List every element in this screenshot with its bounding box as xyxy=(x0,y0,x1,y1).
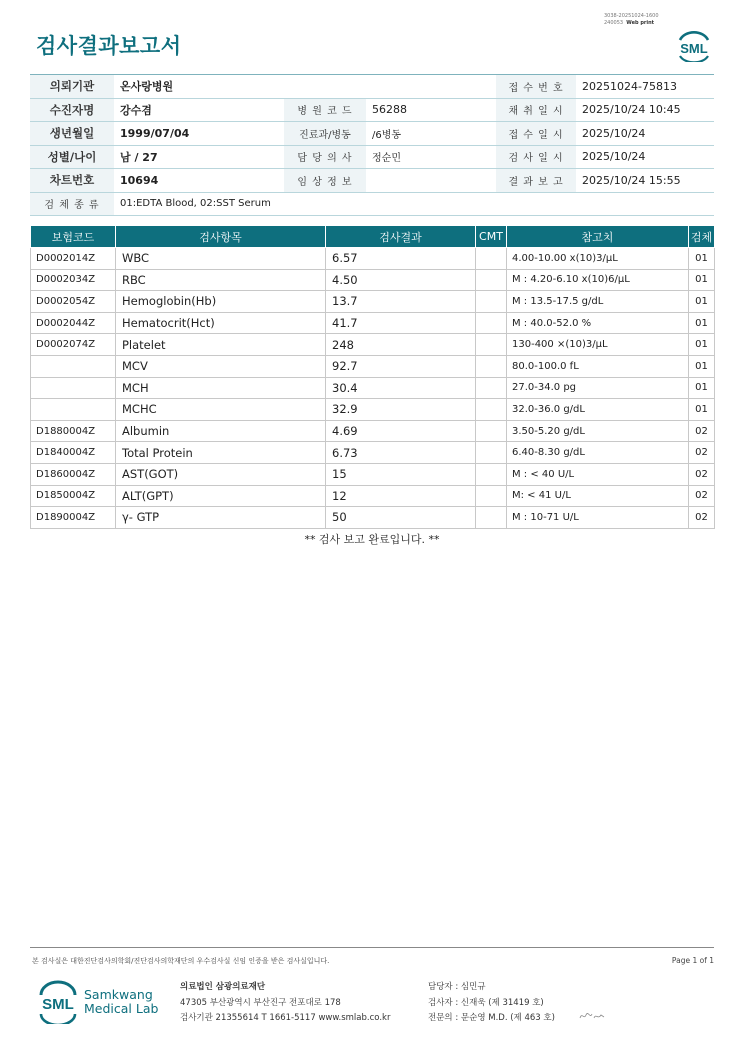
label-accession-no: 접 수 번 호 xyxy=(496,75,576,99)
test-result: 30.4 xyxy=(326,377,476,399)
results-header-row xyxy=(31,226,715,248)
test-item: Total Protein xyxy=(116,442,326,464)
test-item: MCHC xyxy=(116,399,326,421)
label-specimen-type: 검 체 종 류 xyxy=(30,192,114,216)
cmt-cell xyxy=(476,291,507,313)
table-row xyxy=(31,463,715,485)
reference-range: M : < 40 U/L xyxy=(507,463,689,485)
table-row xyxy=(31,355,715,377)
cmt-cell xyxy=(476,377,507,399)
insurance-code: D1850004Z xyxy=(31,485,116,507)
page-number: Page 1 of 1 xyxy=(671,956,714,965)
accession-no: 20251024-75813 xyxy=(576,75,714,99)
cmt-cell xyxy=(476,442,507,464)
reference-range: M : 40.0-52.0 % xyxy=(507,312,689,334)
accreditation-note: 본 검사실은 대한진단검사의학회/진단검사의학재단의 우수검사실 신임 인증을 받은 검사실입니다. xyxy=(32,957,330,965)
department-ward: /6병동 xyxy=(366,122,496,146)
test-item: MCH xyxy=(116,377,326,399)
web-print-label: Web print xyxy=(626,19,655,26)
label-requesting-org: 의뢰기관 xyxy=(30,75,114,99)
info-row xyxy=(30,122,714,146)
table-row xyxy=(31,507,715,529)
label-sex-age: 성별/나이 xyxy=(30,145,114,169)
cmt-cell xyxy=(476,334,507,356)
cmt-cell xyxy=(476,248,507,270)
label-collection-time: 채 취 일 시 xyxy=(496,98,576,122)
brand-name xyxy=(84,988,158,1016)
info-row xyxy=(30,169,714,193)
test-result: 4.69 xyxy=(326,420,476,442)
insurance-code: D1860004Z xyxy=(31,463,116,485)
staff-info xyxy=(428,980,555,1027)
cmt-cell xyxy=(476,399,507,421)
print-code-line1: 3038-20251024-1600 xyxy=(604,13,659,19)
reference-range: M : 10-71 U/L xyxy=(507,507,689,529)
specimen-code: 01 xyxy=(689,377,715,399)
specimen-code: 01 xyxy=(689,334,715,356)
header-reference: 참고치 xyxy=(507,226,689,248)
sml-logo-icon xyxy=(36,978,80,1024)
results-body xyxy=(31,248,715,529)
specimen-code: 02 xyxy=(689,463,715,485)
report-title: 검사결과보고서 xyxy=(36,34,182,58)
specimen-code: 02 xyxy=(689,507,715,529)
label-result-report: 결 과 보 고 xyxy=(496,169,576,193)
label-chart-no: 차트번호 xyxy=(30,169,114,193)
specimen-code: 01 xyxy=(689,269,715,291)
cmt-cell xyxy=(476,312,507,334)
test-result: 12 xyxy=(326,485,476,507)
label-test-date: 검 사 일 시 xyxy=(496,145,576,169)
reference-range: 4.00-10.00 x(10)3/μL xyxy=(507,248,689,270)
clinical-info xyxy=(366,169,496,193)
specimen-code: 01 xyxy=(689,355,715,377)
table-row xyxy=(31,420,715,442)
table-row xyxy=(31,269,715,291)
reference-range: 6.40-8.30 g/dL xyxy=(507,442,689,464)
specimen-code: 02 xyxy=(689,485,715,507)
reference-range: 27.0-34.0 pg xyxy=(507,377,689,399)
reference-range: M: < 41 U/L xyxy=(507,485,689,507)
specimen-code: 01 xyxy=(689,399,715,421)
results-table xyxy=(30,225,715,529)
sml-logo-icon xyxy=(674,26,714,62)
test-item: WBC xyxy=(116,248,326,270)
insurance-code: D0002044Z xyxy=(31,312,116,334)
test-item: Hemoglobin(Hb) xyxy=(116,291,326,313)
header-insurance-code: 보험코드 xyxy=(31,226,116,248)
test-date: 2025/10/24 xyxy=(576,145,714,169)
test-result: 6.57 xyxy=(326,248,476,270)
insurance-code xyxy=(31,355,116,377)
insurance-code: D0002054Z xyxy=(31,291,116,313)
reference-range: 80.0-100.0 fL xyxy=(507,355,689,377)
header-specimen: 검체 xyxy=(689,226,715,248)
insurance-code: D1890004Z xyxy=(31,507,116,529)
test-item: ALT(GPT) xyxy=(116,485,326,507)
test-result: 4.50 xyxy=(326,269,476,291)
cmt-cell xyxy=(476,485,507,507)
print-code xyxy=(604,13,659,26)
cmt-cell xyxy=(476,507,507,529)
test-result: 6.73 xyxy=(326,442,476,464)
hospital-code: 56288 xyxy=(366,98,496,122)
test-result: 92.7 xyxy=(326,355,476,377)
test-result: 13.7 xyxy=(326,291,476,313)
info-row xyxy=(30,192,714,216)
insurance-code xyxy=(31,399,116,421)
institution-contact: 검사기관 21355614 T 1661-5117 www.smlab.co.kr xyxy=(180,1013,391,1023)
label-department-ward: 진료과/병동 xyxy=(284,122,366,146)
header-cmt: CMT xyxy=(476,226,507,248)
info-row xyxy=(30,98,714,122)
specimen-type: 01:EDTA Blood, 02:SST Serum xyxy=(114,192,714,216)
test-item: Hematocrit(Hct) xyxy=(116,312,326,334)
staff-manager: 담당자 : 심민규 xyxy=(428,982,486,992)
print-code-line2: 240053 Web print xyxy=(604,19,655,26)
table-row xyxy=(31,248,715,270)
cmt-cell xyxy=(476,420,507,442)
sex-age: 남 / 27 xyxy=(114,145,284,169)
table-row xyxy=(31,485,715,507)
cmt-cell xyxy=(476,463,507,485)
insurance-code: D0002034Z xyxy=(31,269,116,291)
result-report-time: 2025/10/24 15:55 xyxy=(576,169,714,193)
info-row xyxy=(30,75,714,99)
table-row xyxy=(31,377,715,399)
label-attending-physician: 담 당 의 사 xyxy=(284,145,366,169)
footer-divider xyxy=(30,947,714,948)
test-result: 32.9 xyxy=(326,399,476,421)
insurance-code: D1880004Z xyxy=(31,420,116,442)
test-item: γ- GTP xyxy=(116,507,326,529)
insurance-code: D0002014Z xyxy=(31,248,116,270)
test-item: AST(GOT) xyxy=(116,463,326,485)
table-row xyxy=(31,291,715,313)
chart-no: 10694 xyxy=(114,169,284,193)
header-test-item: 검사항목 xyxy=(116,226,326,248)
label-patient-name: 수진자명 xyxy=(30,98,114,122)
test-item: RBC xyxy=(116,269,326,291)
reference-range: 130-400 ×(10)3/μL xyxy=(507,334,689,356)
label-receipt-date: 접 수 일 시 xyxy=(496,122,576,146)
patient-name: 강수겸 xyxy=(114,98,284,122)
collection-time: 2025/10/24 10:45 xyxy=(576,98,714,122)
label-clinical-info: 임 상 정 보 xyxy=(284,169,366,193)
insurance-code xyxy=(31,377,116,399)
brand-line1: Samkwang xyxy=(84,987,153,1002)
svg-text:SML: SML xyxy=(42,996,74,1013)
test-item: Albumin xyxy=(116,420,326,442)
staff-specialist: 전문의 : 문순영 M.D. (제 463 호) xyxy=(428,1013,555,1023)
table-row xyxy=(31,312,715,334)
brand-line2: Medical Lab xyxy=(84,1001,159,1016)
institution-address: 47305 부산광역시 부산진구 전포대로 178 xyxy=(180,997,341,1008)
signature-image xyxy=(578,1010,606,1022)
test-item: Platelet xyxy=(116,334,326,356)
specimen-code: 01 xyxy=(689,248,715,270)
receipt-date: 2025/10/24 xyxy=(576,122,714,146)
table-row xyxy=(31,334,715,356)
test-result: 15 xyxy=(326,463,476,485)
info-row xyxy=(30,145,714,169)
insurance-code: D0002074Z xyxy=(31,334,116,356)
svg-text:SML: SML xyxy=(680,41,708,56)
label-birth-date: 생년월일 xyxy=(30,122,114,146)
test-result: 248 xyxy=(326,334,476,356)
test-result: 41.7 xyxy=(326,312,476,334)
report-complete-note: ** 검사 보고 완료입니다. ** xyxy=(304,533,440,546)
table-row xyxy=(31,399,715,421)
header-result: 검사결과 xyxy=(326,226,476,248)
birth-date: 1999/07/04 xyxy=(114,122,284,146)
requesting-org: 온사랑병원 xyxy=(114,75,496,99)
cmt-cell xyxy=(476,269,507,291)
attending-physician: 정순민 xyxy=(366,145,496,169)
reference-range: 32.0-36.0 g/dL xyxy=(507,399,689,421)
institution-name: 의료법인 삼광의료재단 xyxy=(180,982,266,992)
patient-info-table xyxy=(30,74,714,216)
institution-info xyxy=(180,980,390,1027)
staff-tester: 검사자 : 신재욱 (제 31419 호) xyxy=(428,997,544,1008)
specimen-code: 01 xyxy=(689,291,715,313)
test-result: 50 xyxy=(326,507,476,529)
test-item: MCV xyxy=(116,355,326,377)
table-row xyxy=(31,442,715,464)
specimen-code: 01 xyxy=(689,312,715,334)
specimen-code: 02 xyxy=(689,442,715,464)
label-hospital-code: 병 원 코 드 xyxy=(284,98,366,122)
reference-range: M : 13.5-17.5 g/dL xyxy=(507,291,689,313)
reference-range: 3.50-5.20 g/dL xyxy=(507,420,689,442)
reference-range: M : 4.20-6.10 x(10)6/μL xyxy=(507,269,689,291)
insurance-code: D1840004Z xyxy=(31,442,116,464)
specimen-code: 02 xyxy=(689,420,715,442)
cmt-cell xyxy=(476,355,507,377)
